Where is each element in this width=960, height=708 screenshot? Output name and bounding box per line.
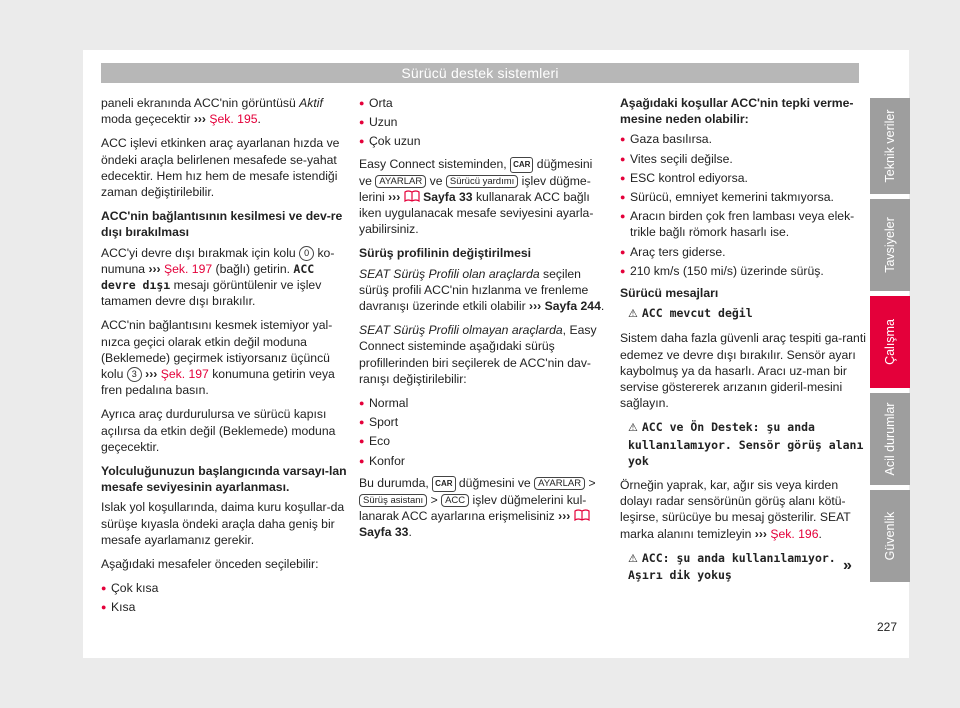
tab-label: Tavsiyeler <box>883 217 897 273</box>
page-link[interactable]: Sayfa 244 <box>541 299 601 314</box>
section-heading: ACC'nin bağlantısının kesilmesi ve dev-re dışı bırakılması <box>101 209 343 240</box>
text: , Easy Connect sisteminde aşağıdaki sürüş profillerinden biri seçilerek de ACC'nin dav-ranışı değiştirilebilir: <box>359 323 597 386</box>
text-italic: SEAT Sürüş Profili olan araçlarda <box>359 266 540 281</box>
list-item: ● Çok kısa <box>101 580 347 596</box>
text: > <box>427 492 442 507</box>
list-item: ● Normal <box>359 395 605 411</box>
paragraph: Islak yol koşullarında, daima kuru koşullar-da sürüşe kıyasla öndeki araçla daha geniş bir mesafe ayarlamanız gerekir. <box>101 500 345 547</box>
text: seçilen sürüş profili ACC'nin hızlanma ve frenleme davranışı üzerinde etkili olabilir <box>359 266 589 314</box>
tab-emergencies[interactable] <box>870 393 910 485</box>
paragraph: Ayrıca araç durdurulursa ve sürücü kapısı açılırsa da etkin değil (Beklemede) moduna geçecektir. <box>101 407 336 454</box>
ref-arrow: ››› <box>193 112 206 127</box>
bullet-list <box>359 95 605 150</box>
text-italic: SEAT Sürüş Profili olmayan araçlarda <box>359 323 563 338</box>
page-number: 227 <box>877 620 898 634</box>
paragraph: Aşağıdaki mesafeler önceden seçilebilir: <box>101 557 319 572</box>
figure-link[interactable]: Şek. 197 <box>164 261 213 276</box>
driving-assist-key: Sürüş asistanı <box>359 494 427 507</box>
list-item: ● Gaza basılırsa. <box>620 131 866 147</box>
bullet-list <box>620 131 866 279</box>
text: ACC'nin bağlantısını kesmek istemiyor yal-nızca geçici olarak etkin değil moduna (Beklemede) geçirmek istiyorsanız üçüncü kolu <box>101 318 333 382</box>
column-left <box>101 95 347 622</box>
text: (bağlı) getirin. <box>212 261 294 276</box>
text: paneli ekranında ACC'nin görüntüsü <box>101 96 300 110</box>
list-item: ● 210 km/s (150 mi/s) üzerinde sürüş. <box>620 263 866 279</box>
bullet-list <box>101 580 347 615</box>
text: ve <box>426 173 446 188</box>
paragraph <box>101 245 347 310</box>
list-item: ● Aracın birden çok fren lambası veya elek-trikle bağlı römork hasarlı ise. <box>620 208 866 240</box>
ref-arrow: ››› <box>388 189 401 204</box>
text: işlev düğme-lerini <box>359 173 591 204</box>
list-item: ● Orta <box>359 95 605 111</box>
driver-message <box>620 419 866 469</box>
list-item: ● ESC kontrol ediyorsa. <box>620 170 866 186</box>
paragraph <box>359 475 605 541</box>
text: moda geçecektir <box>101 112 194 127</box>
warning-icon: ⚠ <box>628 422 638 435</box>
list-item: ● Çok uzun <box>359 133 605 149</box>
paragraph: Sistem daha fazla güvenli araç tespiti ga-ranti edemez ve devre dışı bırakılır. Sensör ayarı kaybolmuş ya da hasarlı. Aracı uz-man bir servise göstererek arızanın gideril-mesini sağlayın. <box>620 331 866 411</box>
driver-assist-key: Sürücü yardımı <box>446 175 518 188</box>
text: düğmesini ve <box>455 475 535 490</box>
paragraph <box>620 477 866 542</box>
paragraph <box>359 266 605 315</box>
figure-link[interactable]: Şek. 195 <box>209 112 258 127</box>
car-button-icon: CAR <box>510 157 533 173</box>
driver-message <box>620 305 866 322</box>
ref-arrow: ››› <box>558 509 571 524</box>
acc-key: ACC <box>441 494 469 507</box>
section-heading: Sürüş profilinin değiştirilmesi <box>359 246 532 261</box>
list-item: ● Vites seçili değilse. <box>620 151 866 167</box>
section-heading: Yolculuğunuzun başlangıcında varsayı-lan mesafe seviyesinin ayarlanması. <box>101 464 347 495</box>
tab-safety[interactable] <box>870 490 910 582</box>
continue-marker: » <box>843 557 852 574</box>
text: > <box>585 475 596 490</box>
text: . <box>408 525 412 540</box>
text: Bu durumda, <box>359 475 433 490</box>
tab-technical-data[interactable] <box>870 98 910 194</box>
ref-arrow: ››› <box>141 367 158 382</box>
page-header: Sürücü destek sistemleri <box>101 63 859 83</box>
text: kullanarak ACC bağlı iken uygulanacak mesafe seviyesini ayarla-yabilirsiniz. <box>359 189 594 237</box>
text: Örneğin yaprak, kar, ağır sis veya kirden dolayı radar sensörünün görüş alanı kötü-leşirse, sürücüye bu mesaj gösterilir. SEAT marka alanını temizleyin <box>620 478 851 541</box>
tab-label: Güvenlik <box>883 511 897 561</box>
list-item: ● Eco <box>359 433 605 449</box>
page-link[interactable]: Sayfa 33 <box>419 189 473 204</box>
list-item: ● Konfor <box>359 453 605 469</box>
tab-label: Acil durumlar <box>883 402 897 476</box>
warning-icon: ⚠ <box>628 552 638 565</box>
list-item: ● Uzun <box>359 114 605 130</box>
text-italic: Aktif <box>299 96 323 110</box>
message-text: ACC mevcut değil <box>641 306 753 321</box>
text: ko-numuna <box>101 245 335 276</box>
tab-operation[interactable] <box>870 296 910 388</box>
list-item: ● Sport <box>359 414 605 430</box>
driver-message <box>620 550 866 583</box>
ref-arrow: ››› <box>148 261 161 276</box>
paragraph: ACC işlevi etkinken araç ayarlanan hızda ve öndeki araçla belirlenen mesafede se-yahat edecektir. Hem hız hem de mesafe istendiği zaman değiştirilebilir. <box>101 136 340 200</box>
lever-position-marker: 3 <box>127 367 142 382</box>
paragraph <box>101 317 347 398</box>
section-heading: Aşağıdaki koşullar ACC'nin tepki verme-mesine neden olabilir: <box>620 96 854 127</box>
book-icon <box>404 190 420 202</box>
column-right <box>620 95 866 591</box>
text: konumuna getirin veya fren pedalına basın. <box>101 367 335 398</box>
paragraph <box>359 156 605 238</box>
list-item: ● Araç ters giderse. <box>620 244 866 260</box>
tab-recommendations[interactable] <box>870 199 910 291</box>
ref-arrow: ››› <box>754 526 767 541</box>
text: . <box>818 526 822 541</box>
text: ACC'yi devre dışı bırakmak için kolu <box>101 245 300 260</box>
figure-link[interactable]: Şek. 197 <box>157 367 209 382</box>
message-text: ACC ve Ön Destek: şu anda kullanılamıyor. Sensör görüş alanı yok <box>628 420 864 468</box>
page-link[interactable]: Sayfa 33 <box>359 525 409 540</box>
tab-label: Teknik veriler <box>883 109 897 183</box>
text: . <box>257 112 261 127</box>
section-heading: Sürücü mesajları <box>620 286 719 301</box>
tab-label: Çalışma <box>883 319 897 365</box>
settings-key: AYARLAR <box>534 477 585 490</box>
text: . <box>600 299 605 314</box>
car-button-icon: CAR <box>432 476 455 492</box>
text: işlev düğmelerini kul-lanarak ACC ayarlarına erişmelisiniz <box>359 492 587 524</box>
book-icon <box>574 509 590 521</box>
figure-link[interactable]: Şek. 196 <box>766 526 819 541</box>
list-item: ● Kısa <box>101 599 347 615</box>
list-item: ● Sürücü, emniyet kemerini takmıyorsa. <box>620 189 866 205</box>
paragraph <box>101 95 347 127</box>
text: Easy Connect sisteminden, <box>359 156 511 171</box>
text: düğmesini ve <box>359 156 593 188</box>
lever-position-marker: 0 <box>299 246 314 261</box>
column-middle <box>359 95 605 548</box>
message-text: ACC: şu anda kullanılamıyor. Aşırı dik yokuş <box>628 550 836 583</box>
display-message: ACC devre dışı <box>101 261 315 293</box>
text: mesajı görüntülenir ve işlev tamamen devre dışı bırakılır. <box>101 278 322 309</box>
settings-key: AYARLAR <box>375 175 426 188</box>
paragraph <box>359 322 605 387</box>
bullet-list <box>359 395 605 469</box>
ref-arrow: ››› <box>529 299 542 314</box>
warning-icon: ⚠ <box>628 308 638 321</box>
